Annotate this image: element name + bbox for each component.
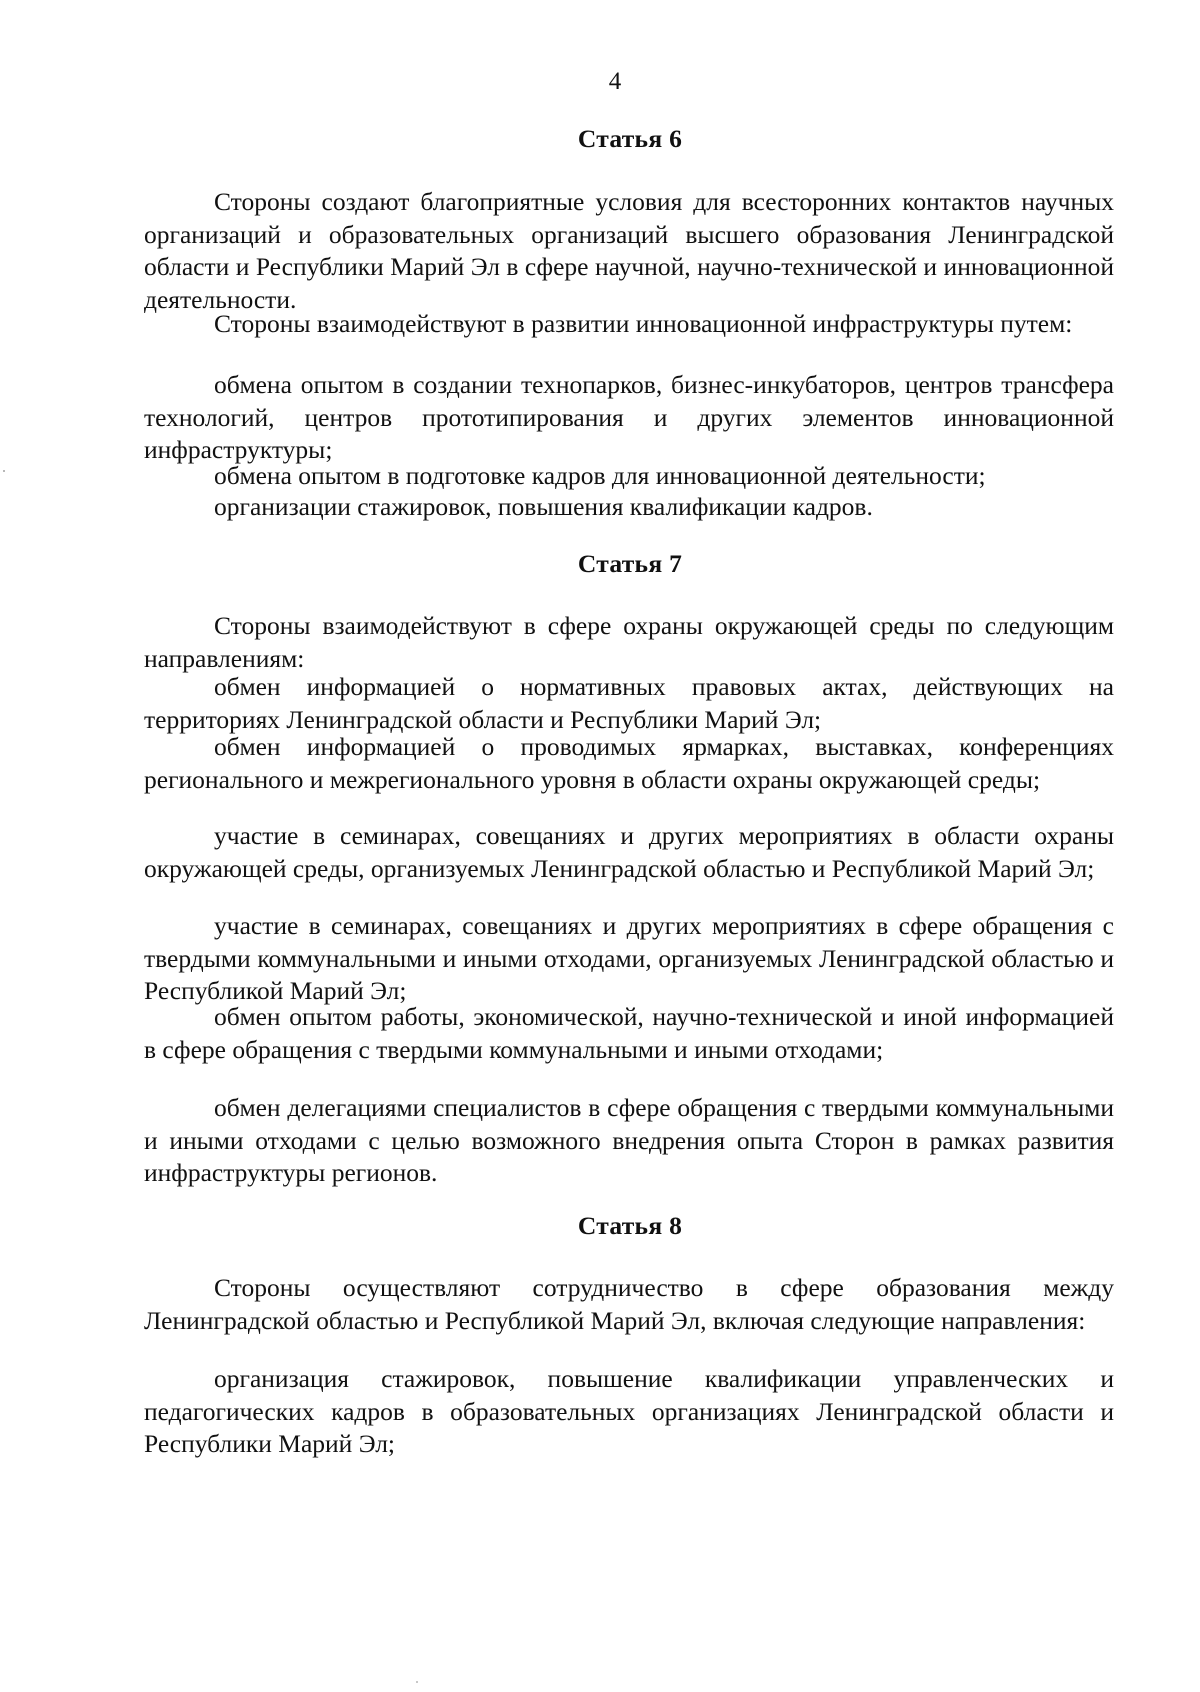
article-8-paragraph-2: организация стажировок, повышение квалификации управленческих и педагогических кадров в образовательных организациях Ленинградской области и Республики Марий Эл; xyxy=(144,1364,1114,1459)
scan-artifact xyxy=(416,1681,418,1683)
article-7-paragraph-2: обмен информацией о нормативных правовых актах, действующих на территориях Ленинградской области и Республики Марий Эл; xyxy=(144,672,1114,734)
article-6-paragraph-4: обмена опытом в подготовке кадров для инновационной деятельности; xyxy=(214,461,986,490)
article-6-paragraph-1: Стороны создают благоприятные условия для всесторонних контактов научных организаций и образовательных организаций высшего образования Ленинградской области и Республики Марий Эл в сфере научной, научно-технической и инновационной деятельности. xyxy=(144,187,1114,315)
article-8-heading: Статья 8 xyxy=(577,1211,683,1240)
article-7-heading: Статья 7 xyxy=(577,549,683,578)
page-number: 4 xyxy=(608,68,622,95)
article-6-paragraph-5: организации стажировок, повышения квалификации кадров. xyxy=(214,492,873,521)
article-7-paragraph-4: участие в семинарах, совещаниях и других мероприятиях в области охраны окружающей среды, организуемых Ленинградской областью и Республикой Марий Эл; xyxy=(144,821,1114,883)
article-6-paragraph-2: Стороны взаимодействуют в развитии инновационной инфраструктуры путем: xyxy=(214,309,1073,338)
article-6-heading: Статья 6 xyxy=(577,124,683,153)
article-8-paragraph-1: Стороны осуществляют сотрудничество в сфере образования между Ленинградской областью и Республикой Марий Эл, включая следующие направления: xyxy=(144,1273,1114,1335)
article-7-paragraph-7: обмен делегациями специалистов в сфере обращения с твердыми коммунальными и иными отходами с целью возможного внедрения опыта Сторон в рамках развития инфраструктуры регионов. xyxy=(144,1093,1114,1188)
article-7-paragraph-5: участие в семинарах, совещаниях и других мероприятиях в сфере обращения с твердыми коммунальными и иными отходами, организуемых Ленинградской областью и Республикой Марий Эл; xyxy=(144,911,1114,1006)
article-7-paragraph-1: Стороны взаимодействуют в сфере охраны окружающей среды по следующим направлениям: xyxy=(144,611,1114,673)
article-6-paragraph-3: обмена опытом в создании технопарков, бизнес-инкубаторов, центров трансфера технологий, центров прототипирования и других элементов инновационной инфраструктуры; xyxy=(144,370,1114,465)
article-7-paragraph-3: обмен информацией о проводимых ярмарках, выставках, конференциях регионального и межрегионального уровня в области охраны окружающей среды; xyxy=(144,732,1114,794)
article-7-paragraph-6: обмен опытом работы, экономической, научно-технической и иной информацией в сфере обращения с твердыми коммунальными и иными отходами; xyxy=(144,1002,1114,1064)
scan-artifact xyxy=(3,470,5,472)
